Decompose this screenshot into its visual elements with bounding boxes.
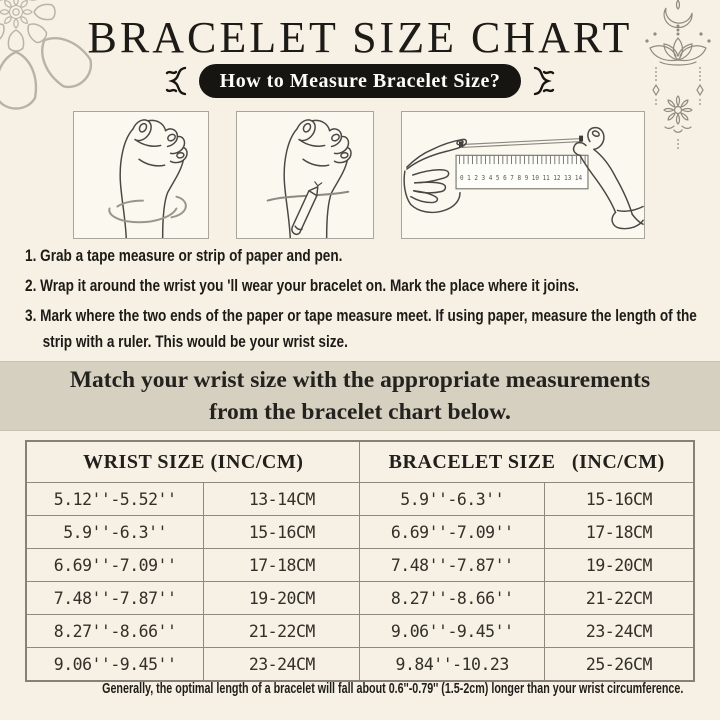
wrist-size-header: WRIST SIZE (INC/CM) bbox=[26, 441, 360, 483]
table-row bbox=[26, 483, 694, 516]
table-row bbox=[26, 615, 694, 648]
bracelet-inches: 5.9''-6.3'' bbox=[360, 483, 544, 516]
ruler-numbers: 0 1 2 3 4 5 6 7 8 9 10 11 12 13 14 bbox=[460, 172, 583, 182]
bracelet-cm: 15-16CM bbox=[544, 483, 694, 516]
instruction-step-1: 1. Grab a tape measure or strip of paper and pen. bbox=[25, 246, 343, 265]
footer-note-wrap bbox=[0, 680, 720, 698]
page-title: BRACELET SIZE CHART bbox=[87, 13, 633, 62]
illustration-wrap-tape bbox=[73, 111, 209, 239]
instruction-list bbox=[25, 243, 701, 359]
wrist-inches: 8.27''-8.66'' bbox=[26, 615, 204, 648]
bracelet-inches: 6.69''-7.09'' bbox=[360, 516, 544, 549]
wrist-inches: 6.69''-7.09'' bbox=[26, 549, 204, 582]
bracelet-cm: 21-22CM bbox=[544, 582, 694, 615]
illustration-mark-wrist bbox=[236, 111, 374, 239]
bracelet-cm: 17-18CM bbox=[544, 516, 694, 549]
bracelet-inches: 8.27''-8.66'' bbox=[360, 582, 544, 615]
banner-line-1: Match your wrist size with the appropriate measurements bbox=[69, 367, 651, 393]
wrist-cm: 23-24CM bbox=[204, 648, 360, 682]
footer-note: Generally, the optimal length of a bracelet will fall about 0.6''-0.79'' (1.5-2cm) longer than your wrist circumference. bbox=[102, 681, 684, 697]
wrist-cm: 21-22CM bbox=[204, 615, 360, 648]
table-row bbox=[26, 549, 694, 582]
bracelet-inches: 9.84''-10.23 bbox=[360, 648, 544, 682]
bracelet-cm: 19-20CM bbox=[544, 549, 694, 582]
wrist-inches: 5.9''-6.3'' bbox=[26, 516, 204, 549]
bracelet-cm: 25-26CM bbox=[544, 648, 694, 682]
wrist-cm: 13-14CM bbox=[204, 483, 360, 516]
flourish-right-icon bbox=[532, 63, 556, 99]
wrist-inches: 9.06''-9.45'' bbox=[26, 648, 204, 682]
bracelet-inches: 9.06''-9.45'' bbox=[360, 615, 544, 648]
paper-strip-icon bbox=[459, 136, 583, 148]
instruction-step-2: 2. Wrap it around the wrist you 'll wear your bracelet on. Mark the place where it joins. bbox=[25, 276, 579, 295]
how-to-measure-badge: How to Measure Bracelet Size? bbox=[199, 64, 522, 98]
table-row bbox=[26, 582, 694, 615]
bracelet-cm: 23-24CM bbox=[544, 615, 694, 648]
size-table bbox=[25, 440, 695, 682]
wrist-cm: 15-16CM bbox=[204, 516, 360, 549]
match-size-banner bbox=[0, 361, 720, 431]
banner-line-2: from the bracelet chart below. bbox=[209, 399, 511, 425]
flourish-left-icon bbox=[164, 63, 188, 99]
instruction-step-3: 3. Mark where the two ends of the paper or tape measure meet. If using paper, measure the length of the strip with a ruler. This would be your wrist size. bbox=[25, 306, 697, 351]
bracelet-size-header: BRACELET SIZE (INC/CM) bbox=[360, 441, 694, 483]
bracelet-inches: 7.48''-7.87'' bbox=[360, 549, 544, 582]
illustration-measure-ruler bbox=[401, 111, 645, 239]
table-row bbox=[26, 516, 694, 549]
tape-arc-icon bbox=[109, 197, 186, 223]
table-row bbox=[26, 648, 694, 682]
wrist-cm: 17-18CM bbox=[204, 549, 360, 582]
pen-icon bbox=[292, 182, 322, 234]
wrist-cm: 19-20CM bbox=[204, 582, 360, 615]
wrist-inches: 5.12''-5.52'' bbox=[26, 483, 204, 516]
table-header-row bbox=[26, 441, 694, 483]
ruler-icon bbox=[456, 155, 588, 188]
wrist-inches: 7.48''-7.87'' bbox=[26, 582, 204, 615]
how-to-measure-badge-row bbox=[0, 62, 720, 100]
